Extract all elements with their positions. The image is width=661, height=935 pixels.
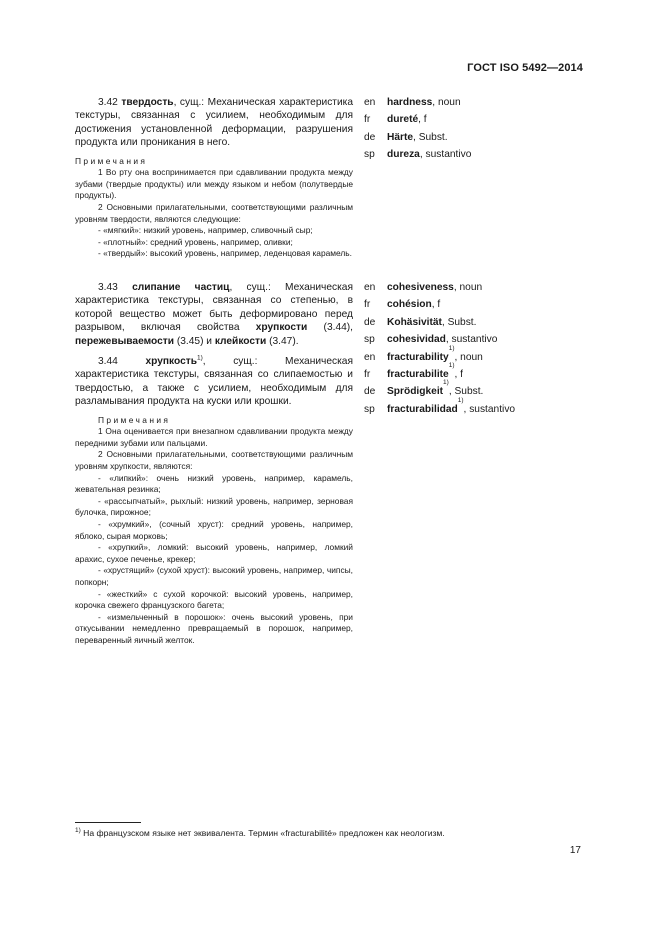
translation-row xyxy=(364,146,471,163)
page-number: 17 xyxy=(569,845,581,856)
translation-term: fracturabilidad xyxy=(387,403,458,415)
lang-code: sp xyxy=(364,403,375,415)
translations-group-1 xyxy=(364,94,471,164)
entry-term: хрупкость xyxy=(145,356,197,368)
cross-ref-term: пережевываемости xyxy=(75,335,175,347)
translations-group-2 xyxy=(364,279,515,418)
grammar-note: , sustantivo xyxy=(445,334,498,346)
translation-row xyxy=(364,296,515,313)
cross-ref-number: (3.45) и xyxy=(174,335,215,347)
translation-row xyxy=(364,129,471,146)
note-list-item: - «измельченный в порошок»: очень высокий уровень, при откусывании немедленно превращаемый в порошок, например, переваренный яичный желток. xyxy=(75,611,353,645)
footnote-ref: 1) xyxy=(448,362,455,370)
grammar-note: , f xyxy=(454,369,463,381)
notes-title: Примечания xyxy=(75,155,148,166)
cross-ref-term: клейкости xyxy=(214,335,267,347)
footnote xyxy=(75,828,445,838)
grammar-note: , f xyxy=(431,299,441,311)
translation-term: cohesividad xyxy=(387,334,446,346)
grammar-note: , noun xyxy=(432,97,461,108)
entry-3-42 xyxy=(75,96,353,150)
note-list-item: - «липкий»: очень низкий уровень, например, карамель, жевательная резинка; xyxy=(75,472,353,495)
entry-definition: , сущ.: Механическая характеристика текстуры, связанная со слипаемостью и твердостью, а также с усилием, необходимым для разламывания продукта на куски или крошки. xyxy=(75,356,353,408)
grammar-note: , Subst. xyxy=(413,131,448,143)
translation-row xyxy=(364,94,471,111)
left-column-bottom xyxy=(75,281,353,647)
notes-title: Примечания xyxy=(98,414,171,425)
note-2: 2 Основными прилагательными, соответствующими различным уровням хрупкости, являются: xyxy=(75,449,353,472)
note-1: 1 Во рту она воспринимается при сдавливании продукта между зубами (твердые продукты) или между языком и небом (полутвердые продукты). xyxy=(75,167,353,201)
translation-row xyxy=(364,279,515,296)
footnote-ref: 1) xyxy=(443,379,449,387)
translation-term: fracturability xyxy=(387,351,449,363)
translation-row xyxy=(364,111,471,128)
entry-3-43 xyxy=(75,281,353,348)
translation-term: cohesiveness xyxy=(387,282,454,293)
translation-term: dureza xyxy=(387,149,420,161)
lang-code: en xyxy=(364,97,376,108)
standard-header: ГОСТ ISO 5492—2014 xyxy=(467,62,583,74)
note-list-item: - «твердый»: высокий уровень, например, леденцовая карамель. xyxy=(98,248,352,259)
translation-term: Härte xyxy=(387,131,414,143)
entry-term: твердость xyxy=(121,97,174,108)
grammar-note: , sustantivo xyxy=(463,403,516,415)
lang-code: fr xyxy=(364,114,371,126)
note-list-item: - «хрупкий», ломкий: высокий уровень, например, ломкий арахис, сухое печенье, крекер; xyxy=(75,542,353,564)
lang-code: fr xyxy=(364,299,371,311)
footnote-separator xyxy=(75,822,141,823)
footnote-ref: 1) xyxy=(457,396,464,404)
translation-row xyxy=(364,379,515,400)
entry-definition: , сущ.: Механическая характеристика текстуры, связанная с усилием, необходимым для достижения установленной деформации, разрушения продукта или проникания в него. xyxy=(75,97,353,149)
cross-ref-number: (3.47). xyxy=(266,335,299,347)
grammar-note: , Subst. xyxy=(448,386,484,398)
note-list-item: - «рассыпчатый», рыхлый: низкий уровень, например, зерновая булочка, пирожное; xyxy=(75,495,353,518)
footnote-ref: 1) xyxy=(196,354,203,362)
lang-code: de xyxy=(364,316,376,328)
translation-term: hardness xyxy=(387,97,433,108)
translation-term: fracturabilite xyxy=(387,369,449,381)
translation-term: cohésion xyxy=(387,299,432,311)
lang-code: en xyxy=(364,282,376,293)
note-list-item: - «мягкий»: низкий уровень, например, сливочный сыр; xyxy=(98,225,313,236)
note-list-item: - «хрумкий», (сочный хруст): средний уровень, например, яблоко, сырая морковь; xyxy=(75,519,353,541)
entry-number: 3.43 xyxy=(98,282,133,293)
note-list-item: - «хрустящий» (сухой хруст): высокий уровень, например, чипсы, попкорн; xyxy=(75,565,353,587)
translation-row xyxy=(364,362,515,383)
grammar-note: , noun xyxy=(454,351,483,363)
grammar-note: , noun xyxy=(453,282,483,293)
lang-code: de xyxy=(364,386,376,398)
lang-code: fr xyxy=(364,369,371,381)
footnote-ref: 1) xyxy=(448,344,455,352)
translation-term: Kohäsivität xyxy=(387,316,442,328)
translation-term: dureté xyxy=(387,114,419,126)
entry-definition: , сущ.: Механическая характеристика текстуры, связанная со степенью, в которой вещество может быть деформировано перед разрывом, включая свойства xyxy=(75,282,353,334)
footnote-text: На французском языке нет эквивалента. Термин «fracturabilité» предложен как неологизм. xyxy=(80,828,445,838)
lang-code: sp xyxy=(364,334,375,346)
lang-code: de xyxy=(364,131,376,143)
entry-term: слипание частиц xyxy=(132,282,230,293)
translation-row xyxy=(364,396,516,418)
note-2: 2 Основными прилагательными, соответствующими различным уровням твердости, являются следующие: xyxy=(75,202,353,224)
left-column-top xyxy=(75,96,353,260)
note-1: 1 Она оценивается при внезапном сдавливании продукта между передними зубами или пальцами. xyxy=(75,426,353,448)
entry-3-44 xyxy=(75,355,353,409)
entry-number: 3.42 xyxy=(98,97,122,108)
grammar-note: , f xyxy=(418,114,427,126)
lang-code: en xyxy=(364,351,376,363)
cross-ref-term: хрупкости xyxy=(255,322,308,334)
translation-term: Sprödigkeit xyxy=(387,386,444,398)
translation-row xyxy=(364,344,515,366)
cross-ref-number: (3.44), xyxy=(307,322,353,334)
translation-row xyxy=(364,331,515,348)
note-list-item: - «жесткий» с сухой корочкой: высокий уровень, например, корочка свежего французского багета; xyxy=(75,588,353,611)
entry-number: 3.44 xyxy=(98,356,146,368)
footnote-mark: 1) xyxy=(75,827,81,835)
lang-code: sp xyxy=(364,149,375,161)
translation-row xyxy=(364,314,515,331)
grammar-note: , Subst. xyxy=(441,316,477,328)
grammar-note: , sustantivo xyxy=(419,149,472,161)
note-list-item: - «плотный»: средний уровень, например, оливки; xyxy=(98,236,293,247)
